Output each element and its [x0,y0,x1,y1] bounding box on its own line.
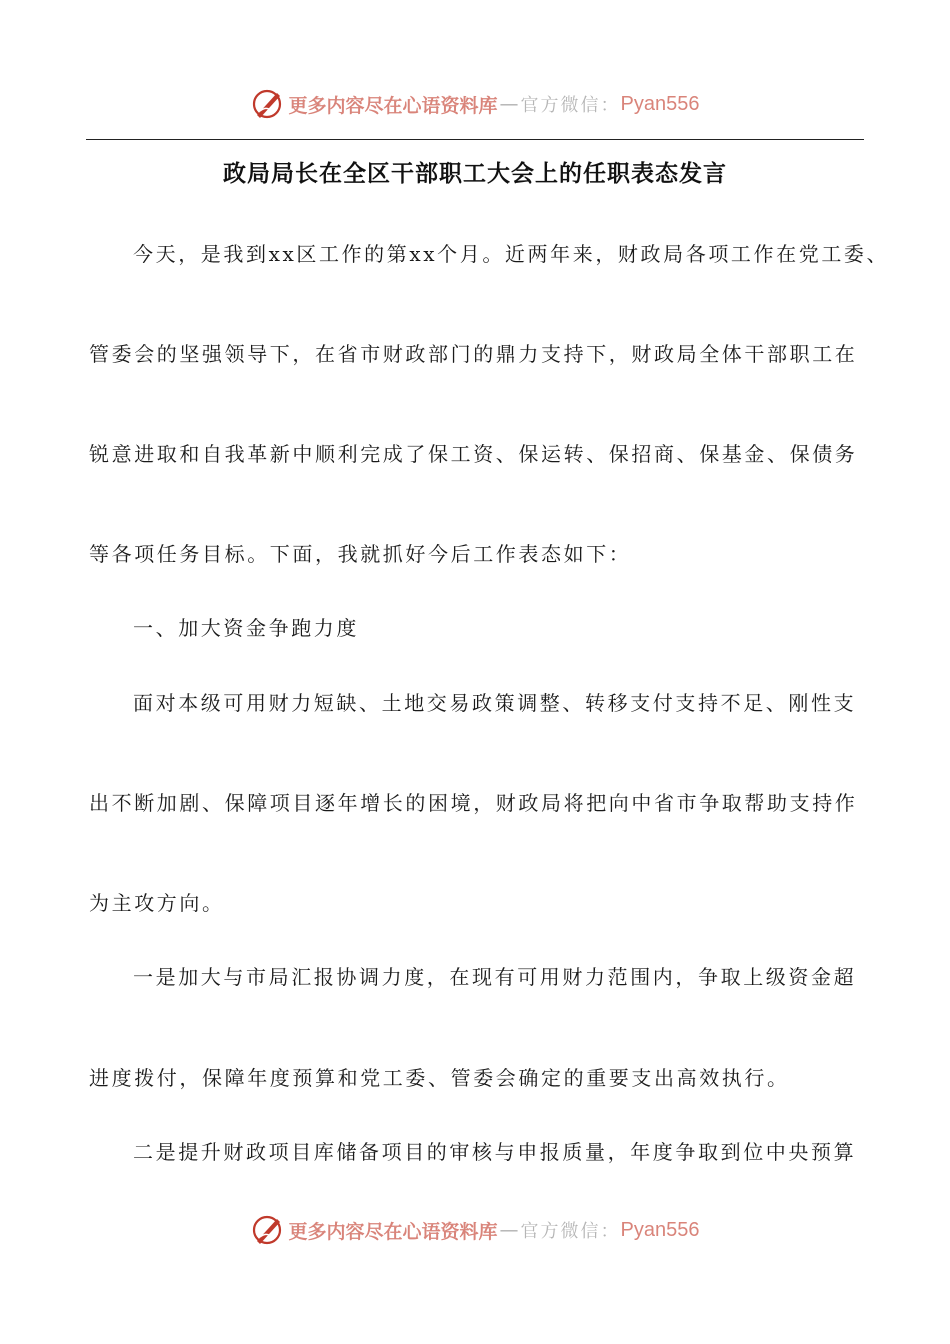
body-line: 出不断加剧、保障项目逐年增长的困境，财政局将把向中省市争取帮助支持作 [89,791,858,815]
pen-logo-icon [251,87,285,121]
body-line: 进度拨付，保障年度预算和党工委、管委会确定的重要支出高效执行。 [89,1066,790,1090]
header-divider [86,139,864,140]
body-line: 今天，是我到xx区工作的第xx个月。近两年来，财政局各项工作在党工委、 [133,242,890,266]
pen-logo-icon [251,1213,285,1247]
banner-official-label: 官方微信： [520,1221,621,1242]
banner-brand-text: 更多内容尽在心语资料库 [288,94,498,117]
body-line: 等各项任务目标。下面，我就抓好今后工作表态如下： [89,542,632,566]
banner-brand-text: 更多内容尽在心语资料库 [288,1220,498,1243]
banner-official-label: 官方微信： [520,95,621,116]
document-title: 政局局长在全区干部职工大会上的任职表态发言 [223,161,727,187]
body-line: 一是加大与市局汇报协调力度，在现有可用财力范围内，争取上级资金超 [133,965,857,989]
banner-wechat-id: Pyan556 [620,92,700,115]
header-banner [0,84,950,124]
body-line: 二是提升财政项目库储备项目的审核与申报质量，年度争取到位中央预算 [133,1140,857,1164]
footer-banner [0,1210,950,1250]
section-heading: 一、加大资金争跑力度 [133,616,359,640]
banner-wechat-id: Pyan556 [620,1218,700,1241]
body-line: 锐意进取和自我革新中顺利完成了保工资、保运转、保招商、保基金、保债务 [89,442,858,466]
body-line: 面对本级可用财力短缺、土地交易政策调整、转移支付支持不足、刚性支 [133,691,857,715]
banner-dash: — [499,1219,519,1241]
body-line: 为主攻方向。 [89,891,225,915]
body-line: 管委会的坚强领导下，在省市财政部门的鼎力支持下，财政局全体干部职工在 [89,342,858,366]
banner-dash: — [499,93,519,115]
